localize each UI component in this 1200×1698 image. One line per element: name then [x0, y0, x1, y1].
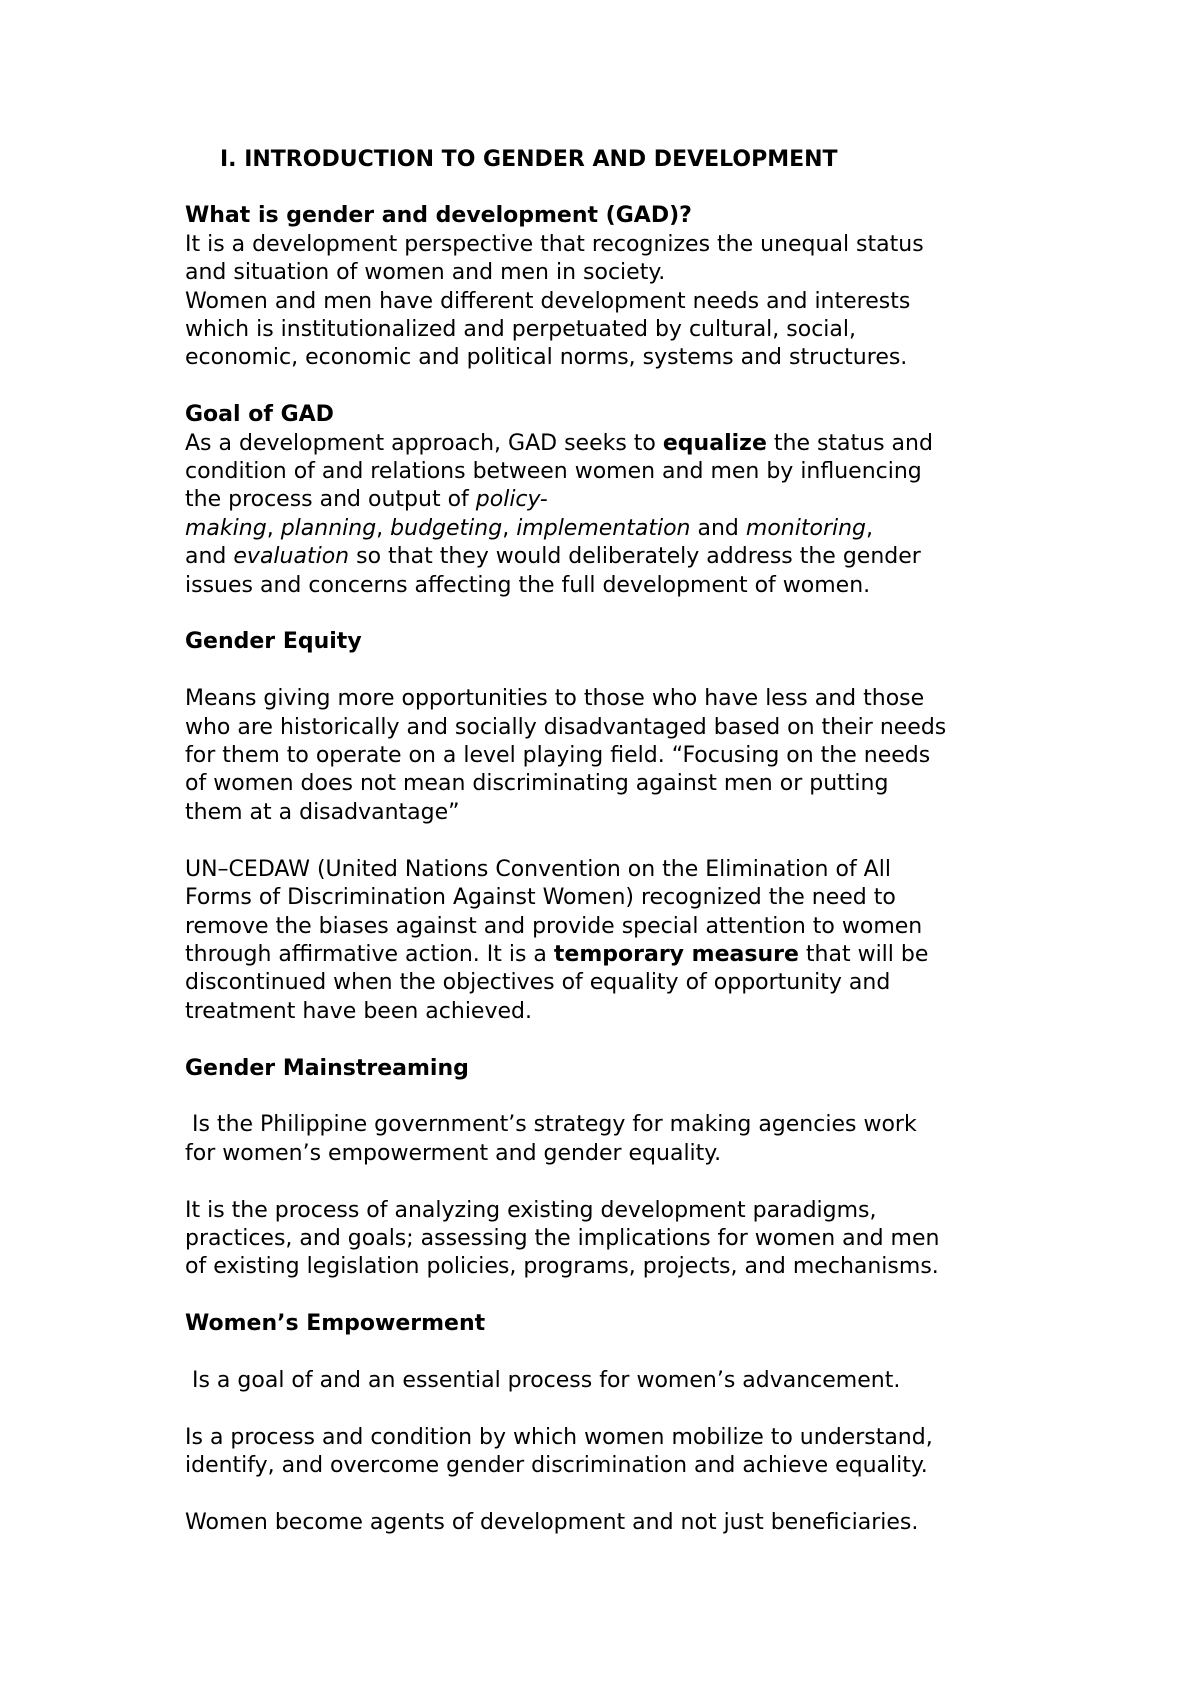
text-line: Means giving more opportunities to those who have less and those — [185, 686, 925, 712]
mainstreaming-paragraph-2 — [185, 1197, 1055, 1282]
text-run: As a development approach, GAD seeks to — [185, 430, 663, 456]
text-line: issues and concerns affecting the full development of women. — [185, 572, 871, 598]
text-line — [185, 543, 1055, 571]
empowerment-paragraph-1 — [185, 1367, 1055, 1395]
text-line: Forms of Discrimination Against Women) recognized the need to — [185, 885, 896, 911]
text-line: of existing legislation policies, programs, projects, and mechanisms. — [185, 1254, 939, 1280]
text-run: , — [502, 515, 517, 541]
equity-heading: Gender Equity — [185, 629, 362, 655]
cedaw-paragraph — [185, 856, 1055, 1026]
text-line — [185, 515, 1055, 543]
text-line: identify, and overcome gender discrimination and achieve equality. — [185, 1453, 928, 1479]
text-line: Is a goal of and an essential process for women’s advancement. — [185, 1367, 901, 1393]
text-run: so that they would deliberately address the gender — [349, 544, 921, 570]
text-line: remove the biases against and provide special attention to women — [185, 913, 923, 939]
text-line — [185, 430, 1055, 458]
text-line — [185, 486, 1055, 514]
equity-paragraph — [185, 685, 1055, 827]
italic-term: budgeting — [390, 515, 503, 541]
italic-term: monitoring — [745, 515, 867, 541]
italic-term: making — [185, 515, 267, 541]
document-body — [185, 146, 1055, 1537]
text-line: for women’s empowerment and gender equality. — [185, 1140, 722, 1166]
text-run: the status and — [766, 430, 933, 456]
text-line: Is the Philippine government’s strategy for making agencies work — [185, 1112, 917, 1138]
text-line: It is the process of analyzing existing development paradigms, — [185, 1197, 877, 1223]
text-line: Is a process and condition by which women mobilize to understand, — [185, 1424, 933, 1450]
text-line: which is institutionalized and perpetuated by cultural, social, — [185, 317, 856, 343]
text-line: who are historically and socially disadvantaged based on their needs — [185, 714, 947, 740]
text-run: the process and output of — [185, 487, 476, 513]
text-line: UN–CEDAW (United Nations Convention on the Elimination of All — [185, 856, 891, 882]
italic-term: evaluation — [233, 544, 350, 570]
text-run: , — [376, 515, 391, 541]
mainstreaming-heading: Gender Mainstreaming — [185, 1055, 469, 1081]
text-line: them at a disadvantage” — [185, 799, 460, 825]
text-line: Women become agents of development and not just beneficiaries. — [185, 1509, 919, 1535]
text-line: and situation of women and men in society. — [185, 260, 666, 286]
text-line: of women does not mean discriminating against men or putting — [185, 771, 889, 797]
bold-term-temporary-measure: temporary measure — [553, 941, 799, 967]
gad-heading: What is gender and development (GAD)? — [185, 203, 692, 229]
text-line: It is a development perspective that recognizes the unequal status — [185, 231, 924, 257]
text-line: economic, economic and political norms, systems and structures. — [185, 345, 908, 371]
text-line: practices, and goals; assessing the implications for women and men — [185, 1225, 940, 1251]
mainstreaming-paragraph-1 — [185, 1111, 1055, 1168]
italic-term: planning — [280, 515, 377, 541]
text-line: for them to operate on a level playing field. “Focusing on the needs — [185, 743, 931, 769]
document-title: I. INTRODUCTION TO GENDER AND DEVELOPMENT — [220, 147, 838, 172]
text-run: , — [266, 515, 281, 541]
text-run: through affirmative action. It is a — [185, 941, 554, 967]
goal-heading: Goal of GAD — [185, 402, 334, 428]
text-line: Women and men have different development needs and interests — [185, 288, 911, 314]
bold-term-equalize: equalize — [662, 430, 767, 456]
empowerment-heading: Women’s Empowerment — [185, 1311, 486, 1337]
italic-term: policy- — [475, 487, 548, 513]
empowerment-paragraph-3 — [185, 1509, 1055, 1537]
empowerment-paragraph-2 — [185, 1424, 1055, 1481]
text-line: discontinued when the objectives of equality of opportunity and — [185, 970, 891, 996]
text-line: treatment have been achieved. — [185, 998, 532, 1024]
text-run: and — [185, 544, 234, 570]
text-run: that will be — [798, 941, 929, 967]
text-run: and — [690, 515, 746, 541]
italic-term: implementation — [516, 515, 691, 541]
text-run: , — [866, 515, 874, 541]
gad-paragraph — [185, 231, 1055, 373]
goal-paragraph — [185, 430, 1055, 600]
text-line: condition of and relations between women and men by influencing — [185, 459, 922, 485]
text-line — [185, 941, 1055, 969]
